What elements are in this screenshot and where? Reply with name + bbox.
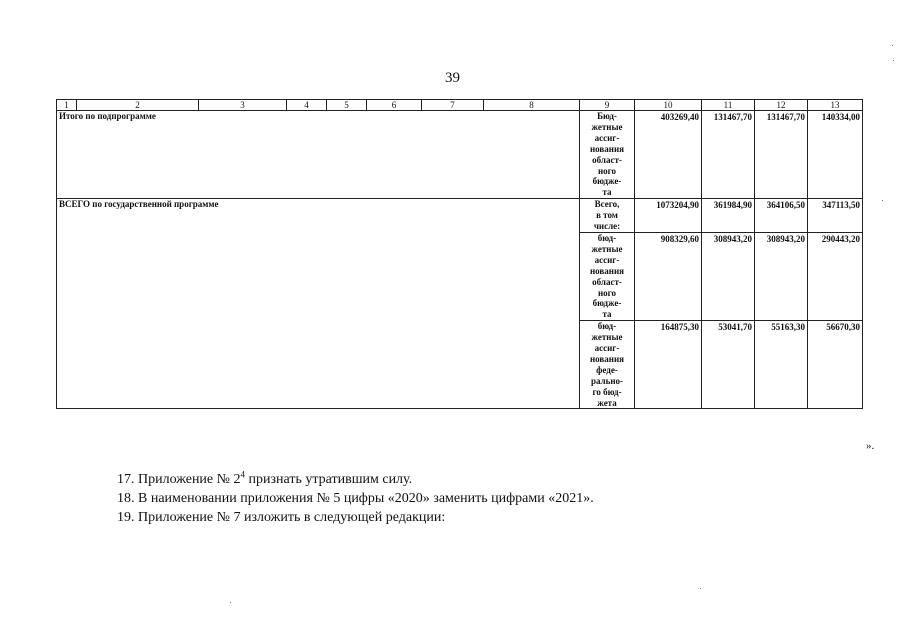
- funding-source-text: бюд- жетные ассиг- нования област- ного бюдже- та: [589, 232, 625, 320]
- row-label: Итого по подпрограмме: [57, 111, 580, 199]
- funding-source-text: Бюд- жетные ассиг- нования област- ного бюдже- та: [589, 111, 625, 198]
- amount-total: 908329,60: [635, 232, 702, 320]
- amount-year: 55163,30: [755, 321, 808, 409]
- table-row: [57, 111, 863, 199]
- amount-year: 290443,20: [808, 232, 863, 320]
- scan-speck: [882, 200, 883, 201]
- amount-year: 53041,70: [702, 321, 755, 409]
- scan-speck: [892, 45, 893, 46]
- paragraph-18: 18. В наименовании приложения № 5 цифры «2020» заменить цифрами «2021».: [117, 491, 594, 506]
- funding-source: [580, 199, 635, 233]
- column-number: 4: [287, 100, 327, 111]
- column-number: 2: [77, 100, 199, 111]
- amount-year: 308943,20: [755, 232, 808, 320]
- column-number: 7: [422, 100, 484, 111]
- scan-speck: [230, 602, 231, 603]
- paragraph-19: 19. Приложение № 7 изложить в следующей редакции:: [117, 510, 446, 525]
- amount-year: 131467,70: [755, 111, 808, 199]
- amount-year: 140334,00: [808, 111, 863, 199]
- column-number: 8: [484, 100, 580, 111]
- amount-year: 308943,20: [702, 232, 755, 320]
- amount-total: 403269,40: [635, 111, 702, 199]
- column-number: 5: [327, 100, 367, 111]
- paragraph-17: [117, 469, 413, 488]
- paragraph-17-text: 17. Приложение № 2: [117, 472, 241, 487]
- scan-speck: [700, 588, 701, 589]
- amount-year: 361984,90: [702, 199, 755, 233]
- paragraph-17-tail: признать утратившим силу.: [245, 472, 413, 487]
- column-number: 12: [755, 100, 808, 111]
- column-number: 9: [580, 100, 635, 111]
- funding-source-text: бюд- жетные ассиг- нования феде- рально- го бюд- жета: [589, 321, 625, 408]
- funding-source: [580, 111, 635, 199]
- column-number: 6: [367, 100, 422, 111]
- amount-year: 131467,70: [702, 111, 755, 199]
- page-number: 39: [445, 70, 460, 86]
- amount-year: 364106,50: [755, 199, 808, 233]
- closing-quote: ».: [866, 440, 875, 452]
- amount-total: 164875,30: [635, 321, 702, 409]
- funding-source: [580, 232, 635, 320]
- superscript: 4: [240, 469, 245, 480]
- funding-source: [580, 321, 635, 409]
- column-number: 13: [808, 100, 863, 111]
- column-number-row: [57, 100, 863, 111]
- scan-speck: [893, 60, 894, 61]
- column-number: 1: [57, 100, 77, 111]
- amount-year: 56670,30: [808, 321, 863, 409]
- funding-source-text: Всего, в том числе:: [593, 199, 621, 232]
- amount-total: 1073204,90: [635, 199, 702, 233]
- row-label: ВСЕГО по государственной программе: [57, 199, 580, 409]
- column-number: 10: [635, 100, 702, 111]
- column-number: 3: [199, 100, 287, 111]
- column-number: 11: [702, 100, 755, 111]
- amount-year: 347113,50: [808, 199, 863, 233]
- budget-table: [56, 99, 863, 409]
- table-row: [57, 199, 863, 233]
